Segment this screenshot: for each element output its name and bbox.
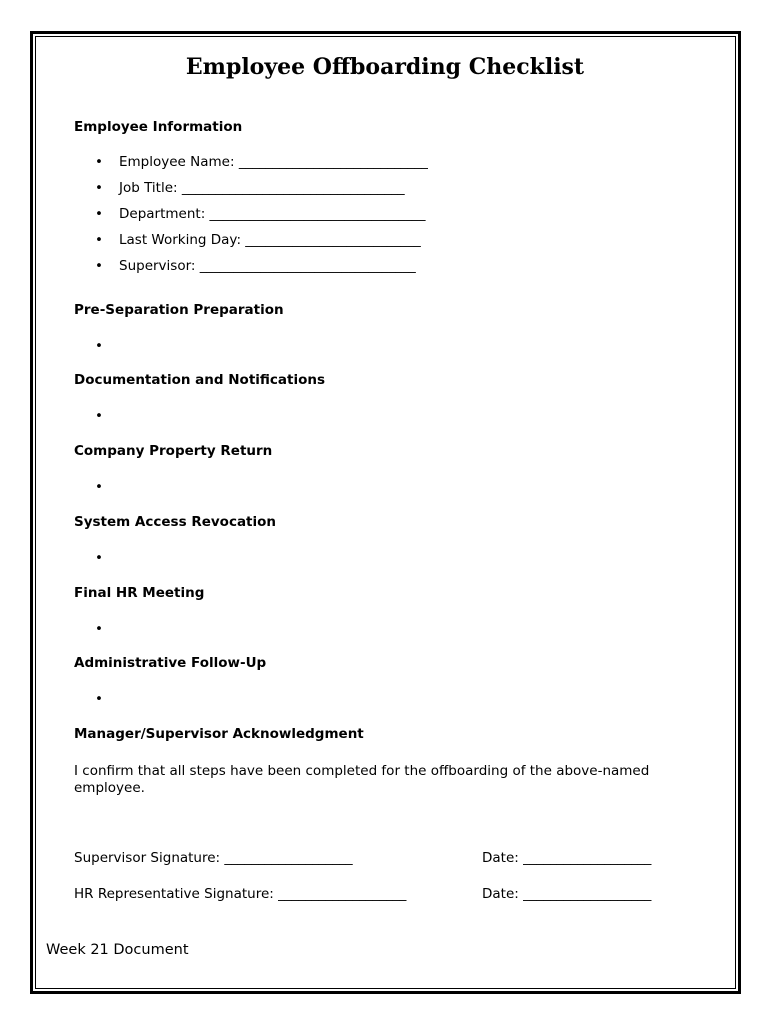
hr-date-line: Date: ___________________ xyxy=(482,886,652,902)
field-job-title xyxy=(95,180,405,196)
field-department xyxy=(95,206,426,222)
bullet-icon: • xyxy=(95,232,103,248)
supervisor-date-line: Date: ___________________ xyxy=(482,850,652,866)
document-title: Employee Offboarding Checklist xyxy=(185,54,585,80)
section-heading-acknowledgment: Manager/Supervisor Acknowledgment xyxy=(74,726,364,742)
section-heading-documentation: Documentation and Notifications xyxy=(74,372,326,388)
page-footer: Week 21 Document xyxy=(46,942,189,958)
section-heading-access-revocation: System Access Revocation xyxy=(74,514,277,530)
section-heading-property-return: Company Property Return xyxy=(74,443,273,459)
field-last-working-day xyxy=(95,232,421,248)
bullet-icon: • xyxy=(95,154,103,170)
bullet-icon: • xyxy=(95,408,103,424)
supervisor-signature-line: Supervisor Signature: ___________________ xyxy=(74,850,353,866)
section-heading-employee-information: Employee Information xyxy=(74,119,243,135)
field-text: Employee Name: ____________________________ xyxy=(119,154,428,170)
field-text: Department: ________________________________ xyxy=(119,206,426,222)
bullet-icon: • xyxy=(95,550,103,566)
bullet-icon: • xyxy=(95,479,103,495)
section-heading-administrative-follow-up: Administrative Follow-Up xyxy=(74,655,267,671)
field-text: Supervisor: ________________________________ xyxy=(119,258,416,274)
section-heading-pre-separation: Pre-Separation Preparation xyxy=(74,302,284,318)
bullet-icon: • xyxy=(95,180,103,196)
hr-signature-line: HR Representative Signature: ___________________ xyxy=(74,886,407,902)
bullet-icon: • xyxy=(95,338,103,354)
bullet-icon: • xyxy=(95,206,103,222)
field-text: Last Working Day: __________________________ xyxy=(119,232,421,248)
bullet-icon: • xyxy=(95,621,103,637)
section-heading-final-hr-meeting: Final HR Meeting xyxy=(74,585,205,601)
acknowledgment-text: I confirm that all steps have been completed for the offboarding of the above-named employee. xyxy=(74,763,650,796)
field-employee-name xyxy=(95,154,428,170)
page-border-inner xyxy=(35,36,736,989)
field-text: Job Title: _________________________________ xyxy=(119,180,405,196)
bullet-icon: • xyxy=(95,258,103,274)
bullet-icon: • xyxy=(95,691,103,707)
field-supervisor xyxy=(95,258,416,274)
